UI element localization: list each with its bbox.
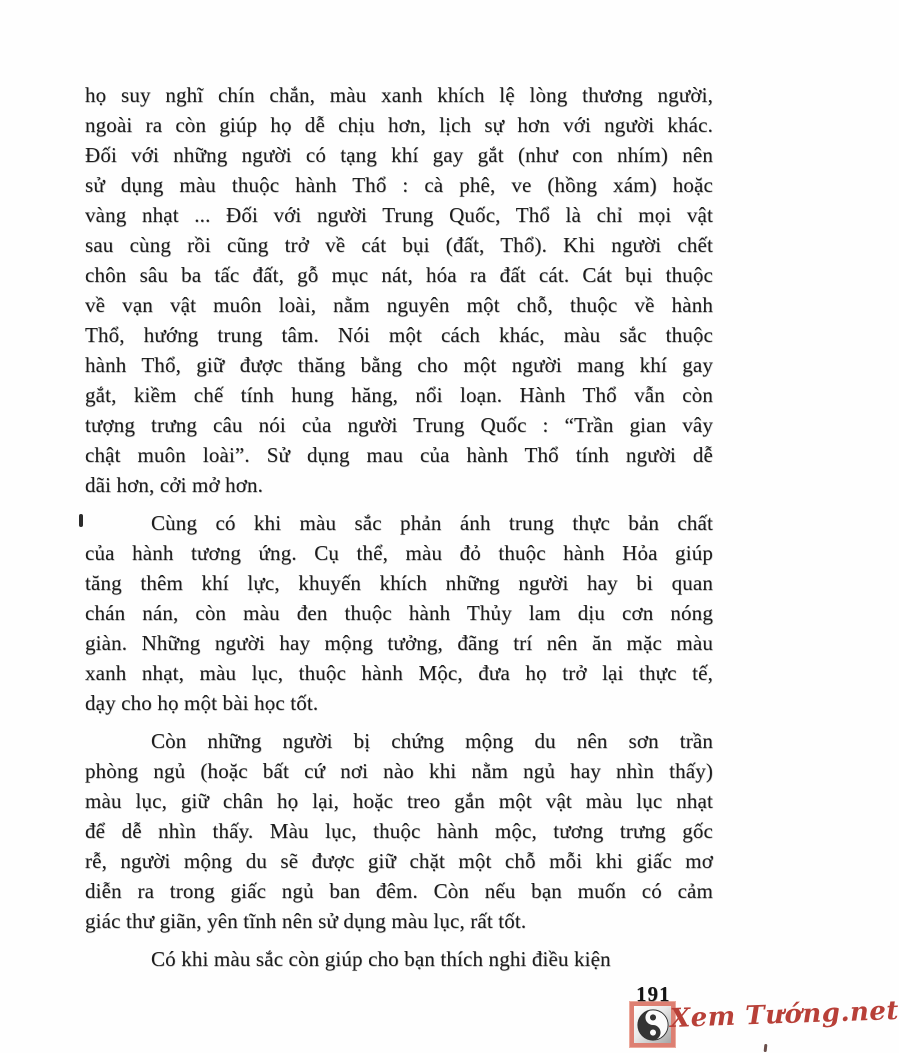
watermark-text: Xem Tướng.net (669, 996, 899, 1034)
text-line: Còn những người bị chứng mộng du nên sơn trần (151, 729, 713, 753)
text-line: để dễ nhìn thấy. Màu lục, thuộc hành mộc, tương trưng gốc (85, 819, 713, 843)
text-line: ngoài ra còn giúp họ dễ chịu hơn, lịch sự hơn với người khác. (85, 113, 713, 137)
text-line: chán nán, còn màu đen thuộc hành Thủy lam dịu cơn nóng (85, 601, 713, 625)
text-line: Thổ, hướng trung tâm. Nói một cách khác, màu sắc thuộc (85, 323, 713, 347)
text-line: phòng ngủ (hoặc bất cứ nơi nào khi nằm ngủ hay nhìn thấy) (85, 759, 713, 783)
text-line: tượng trưng câu nói của người Trung Quốc : “Trần gian vây (85, 413, 713, 437)
paragraph (85, 726, 713, 936)
text-line: chật muôn loài”. Sử dụng mau của hành Thổ tính người dễ (85, 443, 713, 467)
text-line: màu lục, giữ chân họ lại, hoặc treo gắn một vật màu lục nhạt (85, 789, 713, 813)
scan-speck (79, 514, 83, 527)
yin-yang-logo (630, 1002, 675, 1047)
paragraph (85, 944, 713, 974)
text-line: gắt, kiềm chế tính hung hăng, nổi loạn. Hành Thổ vẫn còn (85, 383, 713, 407)
text-line: của hành tương ứng. Cụ thể, màu đỏ thuộc hành Hỏa giúp (85, 541, 713, 565)
text-line: diễn ra trong giấc ngủ ban đêm. Còn nếu bạn muốn có cảm (85, 879, 713, 903)
text-line: giàn. Những người hay mộng tưởng, đãng trí nên ăn mặc màu (85, 631, 713, 655)
text-line: họ suy nghĩ chín chắn, màu xanh khích lệ lòng thương người, (85, 83, 713, 107)
text-line: chôn sâu ba tấc đất, gỗ mục nát, hóa ra đất cát. Cát bụi thuộc (85, 263, 713, 287)
paragraph (85, 80, 713, 500)
paragraph (85, 508, 713, 718)
text-line: giác thư giãn, yên tĩnh nên sử dụng màu lục, rất tốt. (85, 909, 527, 933)
text-line: dạy cho họ một bài học tốt. (85, 691, 319, 715)
text-line: rễ, người mộng du sẽ được giữ chặt một chỗ mỗi khi giấc mơ (85, 849, 713, 873)
stray-ink-mark (764, 1044, 768, 1052)
text-line: tăng thêm khí lực, khuyến khích những người hay bi quan (85, 571, 713, 595)
text-line: Cùng có khi màu sắc phản ánh trung thực bản chất (151, 511, 713, 535)
text-line: vàng nhạt ... Đối với người Trung Quốc, Thổ là chỉ mọi vật (85, 203, 713, 227)
text-line: sau cùng rồi cũng trở về cát bụi (đất, Thổ). Khi người chết (85, 233, 713, 257)
text-line: hành Thổ, giữ được thăng bằng cho một người mang khí gay (85, 353, 713, 377)
text-line: sử dụng màu thuộc hành Thổ : cà phê, ve (hồng xám) hoặc (85, 173, 713, 197)
yin-yang-icon (636, 1008, 670, 1042)
text-line: dãi hơn, cởi mở hơn. (85, 473, 264, 497)
page-number: 191 (636, 982, 671, 1006)
text-line: Đối với những người có tạng khí gay gắt (như con nhím) nên (85, 143, 713, 167)
text-line: về vạn vật muôn loài, nằm nguyên một chỗ, thuộc về hành (85, 293, 713, 317)
text-line: xanh nhạt, màu lục, thuộc hành Mộc, đưa họ trở lại thực tế, (85, 661, 713, 685)
text-line: Có khi màu sắc còn giúp cho bạn thích nghi điều kiện (151, 947, 611, 971)
text-block (85, 80, 713, 974)
